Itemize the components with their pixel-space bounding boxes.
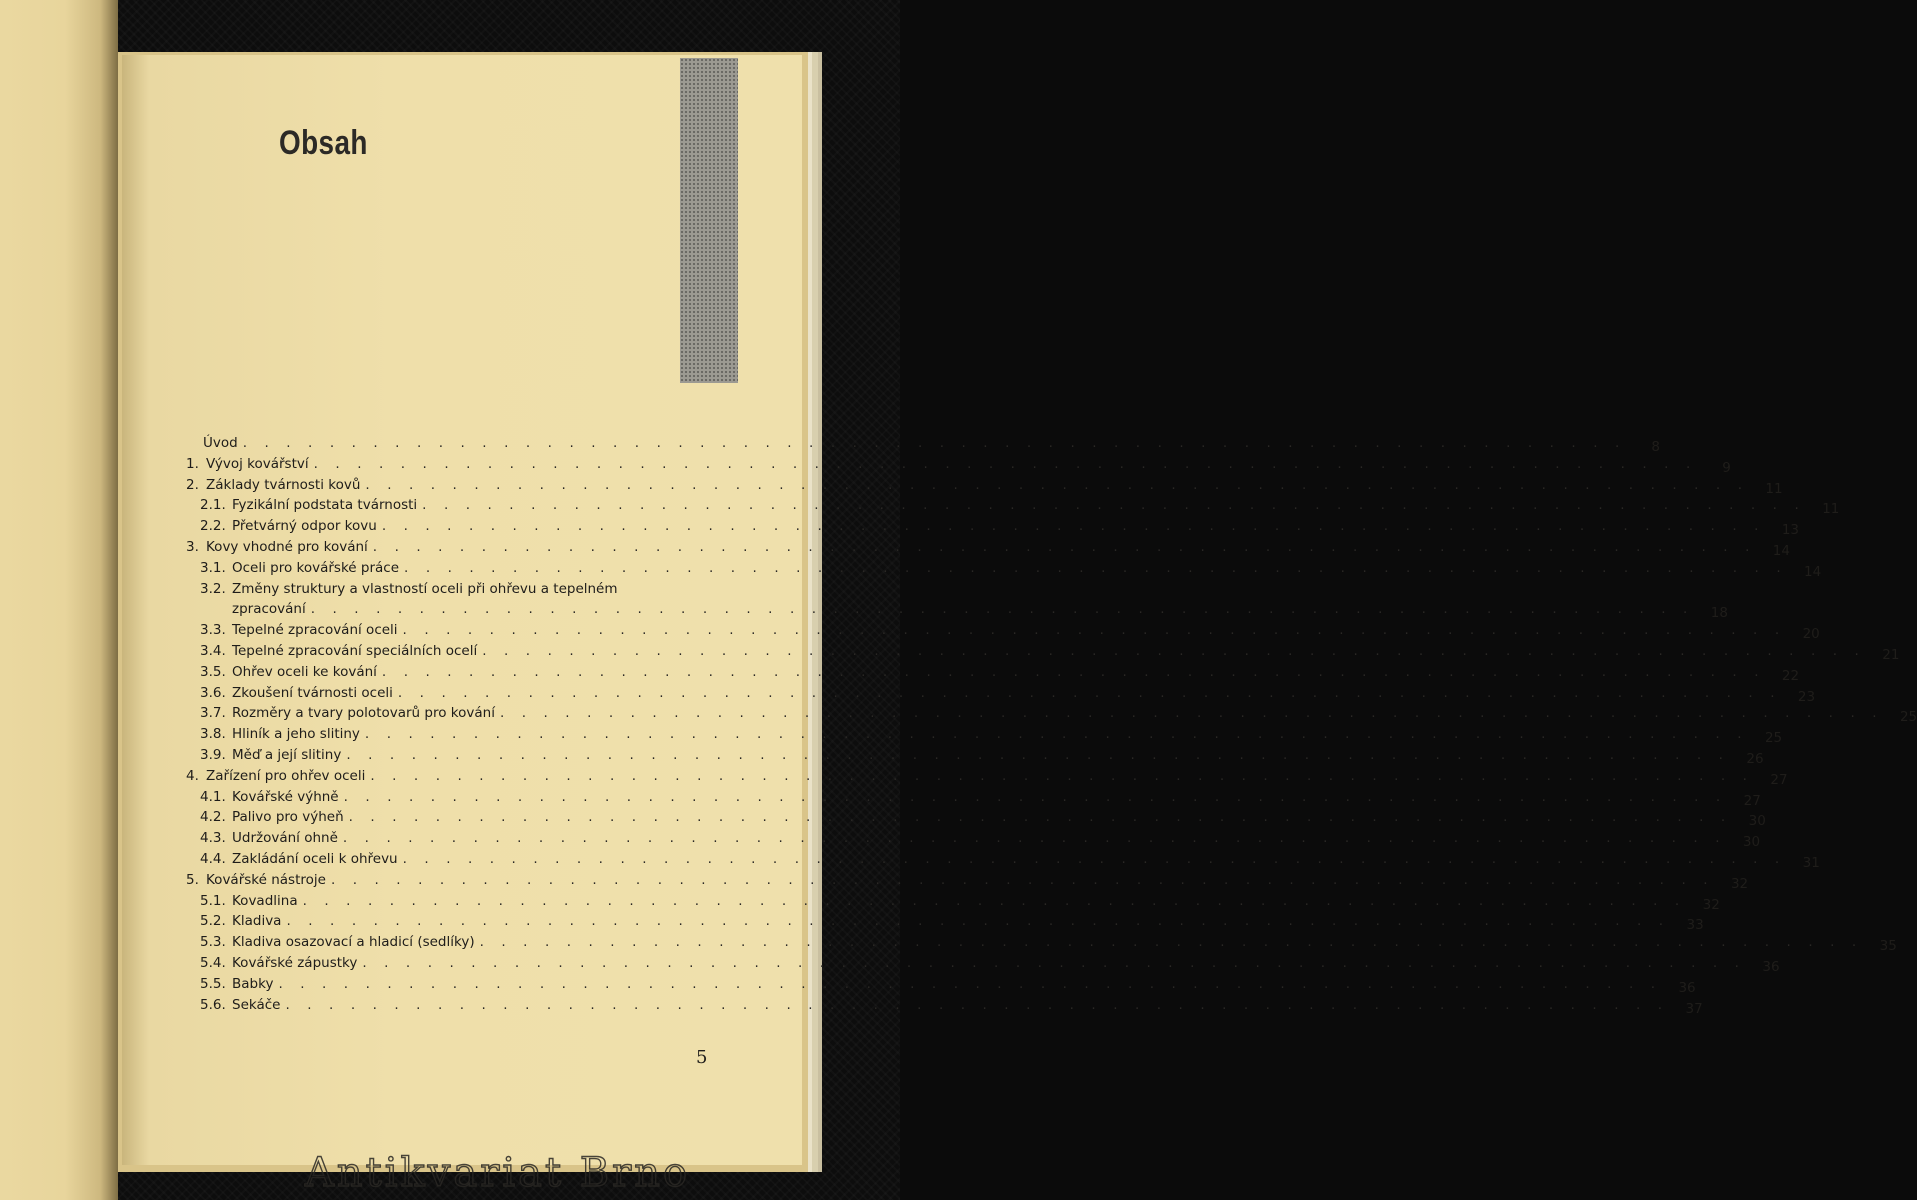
toc-number: 3.3. [200, 622, 226, 639]
toc-label: Ohřev oceli ke kování [232, 663, 377, 680]
toc-number: 5.6. [200, 996, 226, 1013]
page-title: Obsah [279, 124, 368, 162]
toc-number: 2.1. [200, 497, 226, 514]
toc-number: 3.2. [200, 580, 226, 597]
toc-page: 22 [1781, 667, 1800, 684]
table-of-contents [186, 433, 1917, 1017]
toc-page: 11 [1822, 501, 1840, 518]
toc-page: 32 [1702, 896, 1720, 913]
toc-page: 13 [1781, 522, 1800, 539]
page-number: 5 [696, 1047, 708, 1068]
toc-page: 14 [1772, 542, 1790, 559]
toc-label: Tepelné zpracování speciálních ocelí [232, 642, 478, 659]
toc-number: 3.5. [200, 663, 226, 680]
toc-label: Základy tvárnosti kovů [206, 476, 361, 493]
toc-number: 4.1. [200, 788, 226, 805]
toc-number: 3.7. [200, 705, 226, 722]
toc-number: 2.2. [200, 518, 226, 535]
toc-number: 3.4. [200, 642, 226, 659]
toc-number: 4.4. [200, 850, 226, 867]
toc-page: 30 [1748, 813, 1766, 830]
toc-label: Vývoj kovářství [206, 455, 309, 472]
toc-row [186, 995, 1703, 1017]
toc-number: 4. [186, 767, 199, 784]
toc-number: 3.1. [200, 559, 226, 576]
toc-row [186, 537, 1790, 559]
toc-page: 32 [1730, 875, 1749, 892]
toc-row [186, 932, 1897, 955]
toc-row [186, 891, 1720, 913]
toc-page: 35 [1879, 938, 1897, 955]
toc-row [186, 558, 1822, 580]
toc-label: Zakládání oceli k ohřevu [232, 850, 398, 867]
toc-label: Sekáče [232, 996, 281, 1013]
toc-label: Kovy vhodné pro kování [206, 538, 368, 555]
toc-number: 4.3. [200, 830, 226, 847]
toc-row [186, 724, 1783, 747]
toc-row [186, 475, 1783, 497]
toc-label: Kladiva osazovací a hladicí (sedlíky) [232, 934, 475, 951]
toc-label: Změny struktury a vlastností oceli při ohřevu a tepelném [232, 580, 618, 597]
toc-row [186, 787, 1761, 809]
toc-row [186, 828, 1761, 851]
toc-page: 8 [1651, 439, 1660, 455]
toc-page: 25 [1764, 730, 1783, 747]
toc-label: Palivo pro výheň [232, 809, 344, 826]
toc-number: 3.6. [200, 684, 226, 701]
toc-number: 2. [186, 476, 199, 493]
toc-row [186, 766, 1788, 788]
toc-label: Fyzikální podstata tvárnosti [232, 497, 418, 514]
toc-label: Měď a její slitiny [232, 746, 342, 763]
toc-page: 18 [1710, 605, 1728, 622]
toc-row [186, 495, 1840, 518]
toc-number: 4.2. [200, 809, 226, 826]
toc-label: Zkoušení tvárnosti oceli [232, 684, 393, 701]
toc-label-continued: zpracování [232, 601, 306, 618]
toc-label: Oceli pro kovářské práce [232, 559, 400, 576]
toc-row [186, 870, 1749, 892]
toc-row [186, 433, 1660, 455]
toc-page: 36 [1678, 979, 1696, 996]
left-page-edge [0, 0, 118, 1200]
toc-row [186, 641, 1900, 663]
toc-row [186, 683, 1816, 705]
toc-page: 20 [1802, 626, 1820, 643]
toc-label: Kovářské výhně [232, 788, 339, 805]
toc-label: Úvod [203, 435, 238, 451]
toc-number: 5.3. [200, 934, 226, 951]
toc-row [186, 662, 1800, 684]
toc-number: 5.2. [200, 913, 226, 930]
toc-label: Kovářské nástroje [206, 871, 326, 888]
toc-row [186, 745, 1764, 767]
toc-label: Kovadlina [232, 892, 298, 909]
toc-page: 11 [1765, 480, 1783, 497]
toc-number: 3. [186, 538, 199, 555]
toc-label: Kladiva [232, 913, 282, 930]
toc-page: 23 [1797, 688, 1816, 705]
toc-row [186, 953, 1780, 975]
toc-number: 1. [186, 455, 199, 472]
toc-row [186, 807, 1766, 830]
toc-page: 27 [1743, 792, 1761, 809]
toc-number: 3.9. [200, 746, 226, 763]
toc-label: Kovářské zápustky [232, 954, 358, 971]
toc-label: Přetvárný odpor kovu [232, 518, 377, 535]
toc-number: 5. [186, 871, 199, 888]
toc-page: 26 [1746, 750, 1764, 767]
toc-row [186, 974, 1696, 996]
toc-label: Hliník a jeho slitiny [232, 726, 360, 743]
toc-page: 37 [1685, 1000, 1703, 1017]
toc-number: 5.5. [200, 975, 226, 992]
toc-label: Babky [232, 975, 274, 992]
toc-row [186, 516, 1800, 539]
toc-row [186, 620, 1820, 643]
toc-row [186, 911, 1704, 934]
toc-page: 31 [1802, 854, 1820, 871]
toc-label: Tepelné zpracování oceli [232, 622, 398, 639]
toc-row [186, 703, 1917, 726]
toc-row [186, 454, 1731, 476]
toc-number: 5.1. [200, 892, 226, 909]
toc-page: 36 [1762, 958, 1780, 975]
toc-page: 9 [1722, 459, 1731, 476]
toc-number: 3.8. [200, 726, 226, 743]
toc-row [186, 849, 1820, 871]
toc-label: Udržování ohně [232, 830, 338, 847]
toc-page: 33 [1686, 917, 1704, 934]
toc-page: 27 [1770, 771, 1788, 788]
toc-number: 5.4. [200, 954, 226, 971]
toc-page: 30 [1742, 834, 1761, 851]
toc-page: 21 [1882, 646, 1900, 663]
chapter-tab-marker [680, 58, 738, 383]
toc-page: 25 [1899, 709, 1917, 726]
toc-label: Zařízení pro ohřev oceli [206, 767, 366, 784]
toc-label: Rozměry a tvary polotovarů pro kování [232, 705, 495, 722]
toc-row [186, 579, 1728, 622]
watermark-text: Antikvariat Brno [305, 1150, 691, 1196]
toc-page: 14 [1804, 563, 1822, 580]
